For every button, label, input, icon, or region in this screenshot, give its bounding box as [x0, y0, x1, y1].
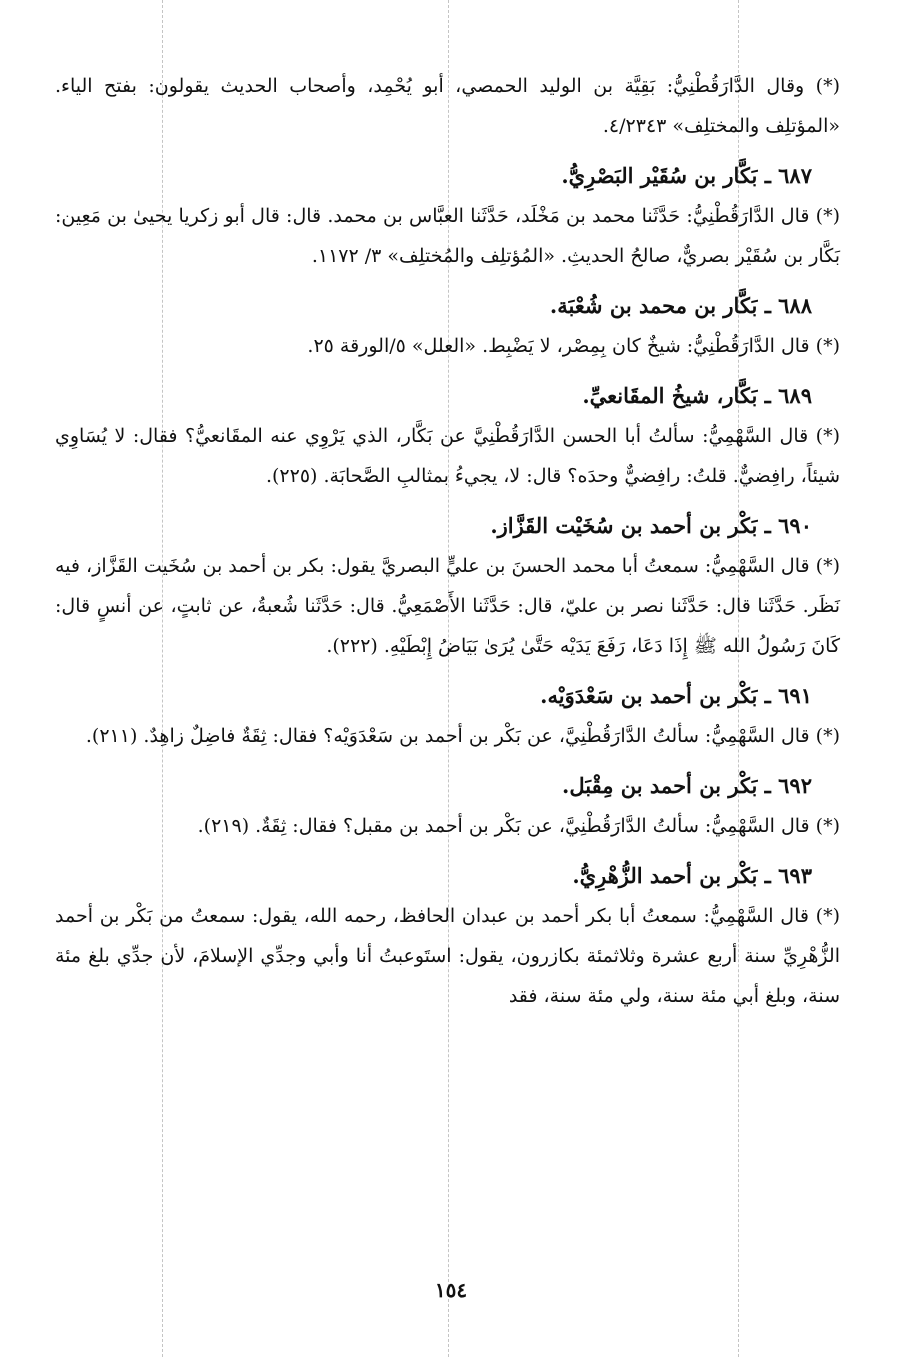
- entry-692: [55, 756, 840, 846]
- page-text: [55, 66, 840, 1016]
- entry-paragraph: (*) قال السَّهْمِيُّ: سمعتُ أبا بكر أحمد بن عبدان الحافظ، رحمه الله، يقول: سمعتُ من بَكْر بن أحمد الزُّهْرِيِّ سنة أربع عشرة وثلاثمئة بكازرون، يقول: استَوعبتُ أنا وأبي وجدِّي الإسلامَ، لأن جدِّي بلغ مئة سنة، وبلغ أبي مئة سنة، ولي مئة سنة، فقد: [55, 905, 840, 1007]
- entry-heading: ٦٨٨ ـ بَكَّار بن محمد بن شُعْبَة.: [549, 293, 812, 318]
- entry-690: [55, 496, 840, 666]
- entry-691: [55, 666, 840, 756]
- entry-heading: ٦٩١ ـ بَكْر بن أحمد بن سَعْدَوَيْه.: [540, 683, 812, 708]
- entry-paragraph: (*) قال الدَّارَقُطْنِيُّ: حَدَّثَنا محمد بن مَخْلَد، حَدَّثَنا العبَّاس بن محمد. قال: قال أبو زكريا يحيىٰ بن مَعِين: بَكَّار بن سُقَيْر بصريٌّ، صالحُ الحديثِ. «المُؤتلِف والمُختلِف» ٣/ ١١٧٢.: [55, 205, 840, 267]
- entry-paragraph: (*) قال الدَّارَقُطْنِيُّ: شيخٌ كان بِمِصْر، لا يَضْبِط. «العلل» ٥/الورقة ٢٥.: [307, 335, 840, 357]
- entry-paragraph: (*) قال السَّهْمِيُّ: سألتُ الدَّارَقُطْنِيَّ، عن بَكْر بن أحمد بن سَعْدَوَيْه؟ فقال: ثِقَةٌ فاضِلٌ زاهِدٌ. (٢١١).: [85, 725, 840, 747]
- opening-paragraph: (*) وقال الدَّارَقُطْنِيُّ: بَقِيَّة بن الوليد الحمصي، أبو يُحْمِد، وأصحاب الحديث يقولون: بفتح الياء. «المؤتلِف والمختلِف» ٤/٢٣٤٣.: [55, 75, 840, 137]
- entry-heading: ٦٨٩ ـ بَكَّار، شيخُ المقَانعيِّ.: [582, 383, 812, 408]
- entry-paragraph: (*) قال السَّهْمِيُّ: سمعتُ أبا محمد الحسنَ بن عليٍّ البصريَّ يقول: بكر بن أحمد بن سُخَيت القَزَّاز، فيه نَظَر. حَدَّثَنا قال: حَدَّثَنا نصر بن عليّ، قال: حَدَّثَنا الأَصْمَعِيُّ. قال: حَدَّثَنا شُعبةُ، عن ثابتٍ، عن أنسٍ قال: كَانَ رَسُولُ الله ﷺ إِذَا دَعَا، رَفَعَ يَدَيْه حَتَّىٰ يُرَىٰ بَيَاضُ إِبْطَيْهِ. (٢٢٢).: [55, 555, 840, 657]
- entry-688: [55, 276, 840, 366]
- entry-heading: ٦٩٢ ـ بَكْر بن أحمد بن مِقْبَل.: [562, 773, 812, 798]
- entry-heading: ٦٨٧ ـ بَكَّار بن سُقَيْر البَصْرِيُّ.: [561, 163, 812, 188]
- page-number: ١٥٤: [434, 1278, 468, 1302]
- entry-689: [55, 366, 840, 496]
- entry-heading: ٦٩٠ ـ بَكْر بن أحمد بن سُخَيْت القَزَّاز.: [490, 513, 812, 538]
- entry-paragraph: (*) قال السَّهْمِيُّ: سألتُ أبا الحسن الدَّارَقُطْنِيَّ عن بَكَّار، الذي يَرْوِي عنه المقَانعيُّ؟ فقال: لا يُسَاوِي شيئاً، رافِضيٌّ. قلتُ: رافِضيٌّ وحدَه؟ قال: لا، يجيءُ بمثالبِ الصَّحابَة. (٢٢٥).: [55, 425, 840, 487]
- entry-687: [55, 146, 840, 276]
- entry-paragraph: (*) قال السَّهْمِيُّ: سألتُ الدَّارَقُطْنِيَّ، عن بَكْر بن أحمد بن مقبل؟ فقال: ثِقَةٌ. (٢١٩).: [197, 815, 840, 837]
- entry-heading: ٦٩٣ ـ بَكْر بن أحمد الزُّهْرِيُّ.: [572, 863, 812, 888]
- entry-693: [55, 846, 840, 1016]
